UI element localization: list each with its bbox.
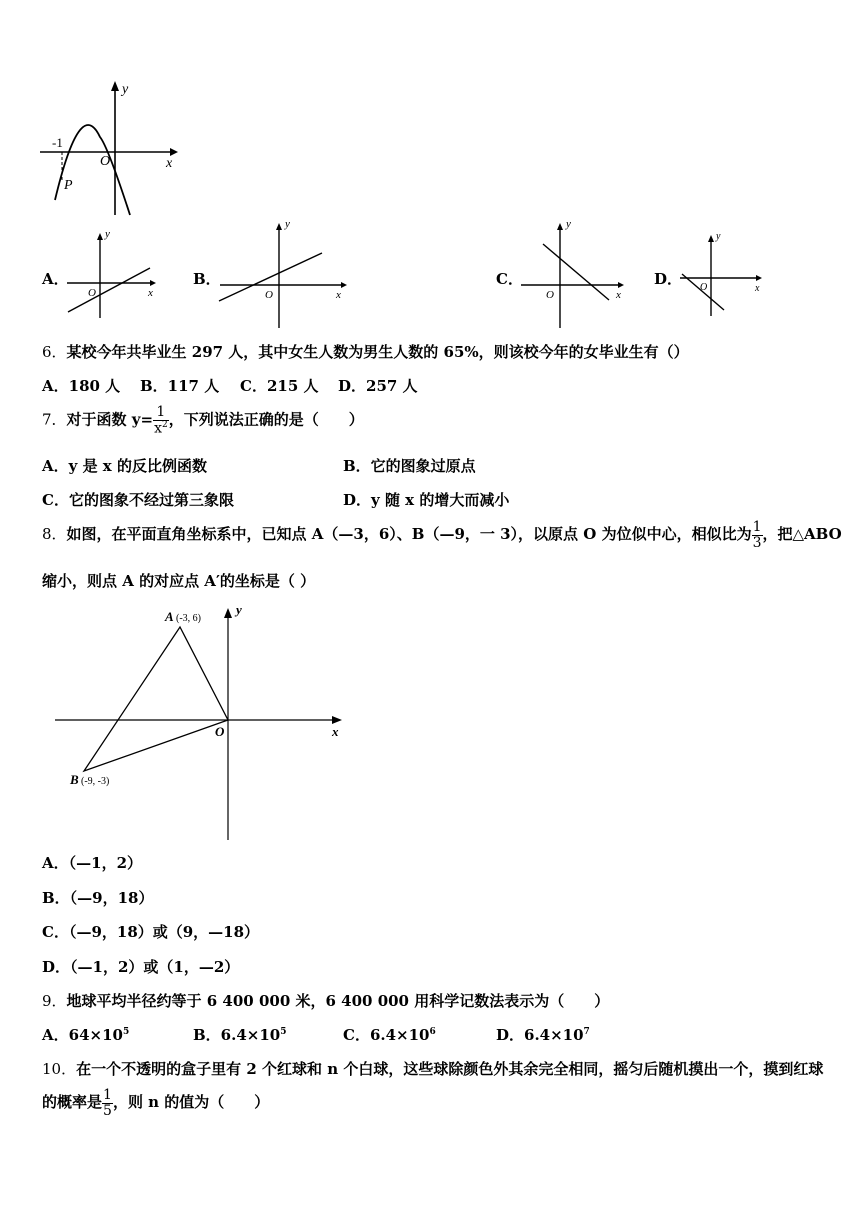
q8-text-after: ，把△ABO bbox=[762, 525, 842, 544]
q8-text-before: 如图，在平面直角坐标系中，已知点 A（—3，6）、B（—9，一 3），以原点 O 为位似中心，相似比为 bbox=[66, 525, 752, 544]
point-b-coord: (-9, -3) bbox=[81, 776, 110, 787]
point-p-label: P bbox=[64, 178, 73, 193]
q10-frac-den: 5 bbox=[103, 1102, 112, 1119]
q7-option-c: C．它的图象不经过第三象限 bbox=[42, 491, 234, 509]
x-axis-arrow bbox=[150, 280, 156, 286]
q9-option-a-exp: 5 bbox=[122, 1027, 130, 1037]
q10-text: 在一个不透明的盒子里有 2 个红球和 n 个白球，这些球除颜色外其余完全相同，摇匀后随机摸出一个，摸到红球 bbox=[76, 1060, 824, 1078]
axis-y-label: y bbox=[716, 231, 721, 242]
q9-option-c-base: C．6.4×10 bbox=[343, 1026, 430, 1044]
q8-stem-line2: 缩小，则点 A 的对应点 A′的坐标是（ ） bbox=[42, 572, 316, 590]
q6-option-c: C．215 人 bbox=[240, 377, 319, 395]
origin-label: O bbox=[88, 287, 96, 299]
q5-option-d-graph bbox=[676, 228, 776, 318]
axis-y-label: y bbox=[285, 218, 290, 230]
q9-stem bbox=[42, 990, 609, 1011]
q7-frac-den bbox=[153, 420, 169, 436]
q6-stem bbox=[42, 341, 689, 362]
q8-option-c: C．（—9，18）或（9，—18） bbox=[42, 923, 260, 941]
x-axis-arrow bbox=[618, 282, 624, 288]
q9-option-c bbox=[343, 1024, 436, 1045]
q7-frac-den-base: x bbox=[154, 420, 162, 437]
origin-label: O bbox=[100, 154, 111, 169]
origin-label: O bbox=[265, 289, 273, 301]
q8-option-a: A．（—1，2） bbox=[42, 854, 143, 872]
q10-fraction bbox=[102, 1088, 113, 1118]
q10-line2-before: 的概率是 bbox=[42, 1093, 103, 1112]
q5-option-b-label: B． bbox=[193, 270, 221, 288]
axis-x-label: x bbox=[336, 289, 341, 301]
triangle-abo bbox=[84, 627, 228, 771]
minus-one-label: -1 bbox=[52, 135, 63, 150]
q5-option-c-label: C． bbox=[496, 270, 523, 288]
q9-option-d-exp: 7 bbox=[583, 1027, 590, 1037]
axis-y-label: y bbox=[566, 218, 571, 230]
axis-y-label: y bbox=[105, 228, 110, 240]
q7-frac-num: 1 bbox=[156, 404, 166, 420]
y-axis-arrow bbox=[97, 233, 103, 240]
q9-option-c-exp: 6 bbox=[429, 1027, 436, 1037]
q10-stem-line1 bbox=[42, 1058, 823, 1079]
x-axis-arrow bbox=[170, 148, 178, 156]
q7-option-d: D．y 随 x 的增大而减小 bbox=[343, 491, 510, 509]
q5-option-a-label: A． bbox=[42, 270, 69, 288]
graph-line bbox=[68, 268, 150, 312]
q7-fraction bbox=[153, 405, 169, 436]
q9-option-a bbox=[42, 1024, 129, 1045]
q6-text: 某校今年共毕业生 297 人，其中女生人数为男生人数的 65%，则该校今年的女毕业生有（） bbox=[66, 343, 689, 361]
axis-x-label: x bbox=[148, 287, 153, 299]
q10-stem-line2 bbox=[42, 1088, 269, 1118]
q9-option-b-base: B．6.4×10 bbox=[193, 1026, 281, 1044]
q10-number: 10． bbox=[42, 1060, 77, 1078]
y-axis-arrow bbox=[276, 223, 282, 230]
q6-option-a: A．180 人 bbox=[42, 377, 121, 395]
q5-option-a-graph bbox=[62, 228, 172, 318]
origin-label: O bbox=[215, 724, 225, 739]
point-a-label: A bbox=[165, 609, 174, 624]
y-axis-arrow bbox=[224, 608, 232, 618]
q5-parabola-figure bbox=[30, 75, 210, 225]
q9-option-a-base: A．64×10 bbox=[42, 1026, 123, 1044]
x-axis-arrow bbox=[341, 282, 347, 288]
q6-option-b: B．117 人 bbox=[140, 377, 220, 395]
q9-option-d bbox=[496, 1024, 590, 1045]
q7-text-after: ，下列说法正确的是（ ） bbox=[168, 410, 364, 429]
q9-text: 地球平均半径约等于 6 400 000 米，6 400 000 用科学记数法表示为（ ） bbox=[66, 992, 610, 1010]
q5-option-d-label: D． bbox=[654, 270, 683, 288]
axis-y-label: y bbox=[122, 82, 129, 97]
q7-number: 7． bbox=[42, 410, 67, 429]
q7-text-before: 对于函数 y= bbox=[66, 410, 154, 429]
q10-line2-after: ，则 n 的值为（ ） bbox=[112, 1093, 270, 1112]
x-axis-arrow bbox=[332, 716, 342, 724]
x-axis-arrow bbox=[756, 275, 762, 281]
q9-number: 9． bbox=[42, 992, 67, 1010]
q10-frac-num: 1 bbox=[103, 1087, 112, 1103]
q8-fraction bbox=[752, 520, 763, 550]
q9-option-b bbox=[193, 1024, 286, 1045]
q8-frac-den: 3 bbox=[752, 534, 762, 551]
q7-frac-den-exp: 2 bbox=[161, 419, 168, 430]
q9-option-d-base: D．6.4×10 bbox=[496, 1026, 584, 1044]
q8-triangle-figure bbox=[50, 600, 360, 840]
q8-number: 8． bbox=[42, 525, 67, 544]
q7-option-a: A．y 是 x 的反比例函数 bbox=[42, 457, 207, 475]
axis-y-label: y bbox=[236, 602, 242, 617]
q5-option-c-graph bbox=[516, 218, 636, 328]
axis-x-label: x bbox=[166, 156, 173, 171]
y-axis-arrow bbox=[557, 223, 563, 230]
q8-option-d: D．（—1，2）或（1，—2） bbox=[42, 958, 240, 976]
axis-x-label: x bbox=[616, 289, 621, 301]
point-a-coord: (-3, 6) bbox=[176, 613, 201, 624]
q6-option-d: D．257 人 bbox=[338, 377, 418, 395]
origin-label: O bbox=[546, 289, 554, 301]
q7-option-b: B．它的图象过原点 bbox=[343, 457, 476, 475]
y-axis-arrow bbox=[708, 235, 714, 242]
y-axis-arrow bbox=[111, 81, 119, 91]
q7-stem bbox=[42, 405, 364, 436]
q6-number: 6． bbox=[42, 343, 67, 361]
axis-x-label: x bbox=[332, 724, 339, 739]
parabola-curve bbox=[55, 125, 130, 215]
point-b-label: B bbox=[70, 772, 79, 787]
origin-label: O bbox=[700, 282, 708, 293]
q5-option-b-graph bbox=[215, 218, 355, 328]
axis-x-label: x bbox=[755, 283, 760, 294]
q9-option-b-exp: 5 bbox=[280, 1027, 287, 1037]
q8-frac-num: 1 bbox=[752, 519, 762, 535]
q8-option-b: B．（—9，18） bbox=[42, 889, 154, 907]
q8-stem-line1 bbox=[42, 520, 842, 550]
